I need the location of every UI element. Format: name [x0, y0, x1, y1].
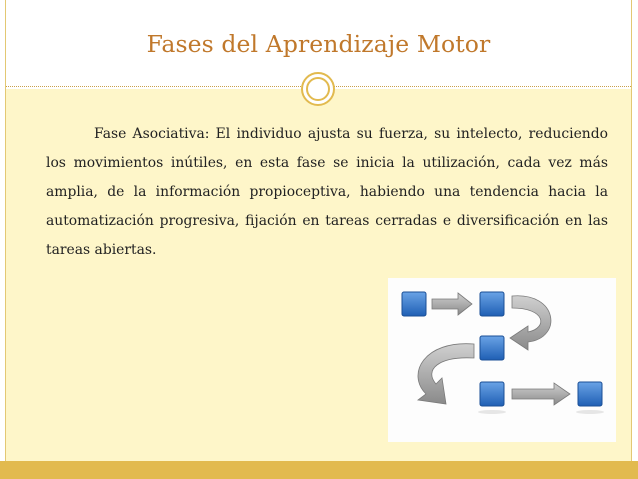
curved-arrow-left-icon [418, 344, 474, 404]
flow-block [480, 382, 504, 406]
right-arrow-icon [432, 293, 472, 315]
frame-right-border [631, 0, 632, 479]
double-circle-ornament-icon [300, 71, 336, 107]
right-arrow-icon [512, 383, 570, 405]
body-paragraph: Fase Asociativa: El individuo ajusta su fuerza, su intelecto, reduciendo los movimientos inútiles, en esta fase se inicia la utilización, cada vez más amplia, de la información propioceptiva, habiendo una tendencia hacia la automatización progresiva, fijación en tareas cerradas e diversificación en las tareas abiertas. [46, 126, 608, 258]
process-flow-diagram [388, 278, 616, 442]
bottom-accent-bar [0, 461, 638, 479]
curved-arrow-right-icon [510, 296, 551, 350]
flow-block [480, 292, 504, 316]
flow-block [578, 382, 602, 406]
flow-block [402, 292, 426, 316]
slide-title: Fases del Aprendizaje Motor [146, 30, 491, 58]
flow-block [480, 336, 504, 360]
